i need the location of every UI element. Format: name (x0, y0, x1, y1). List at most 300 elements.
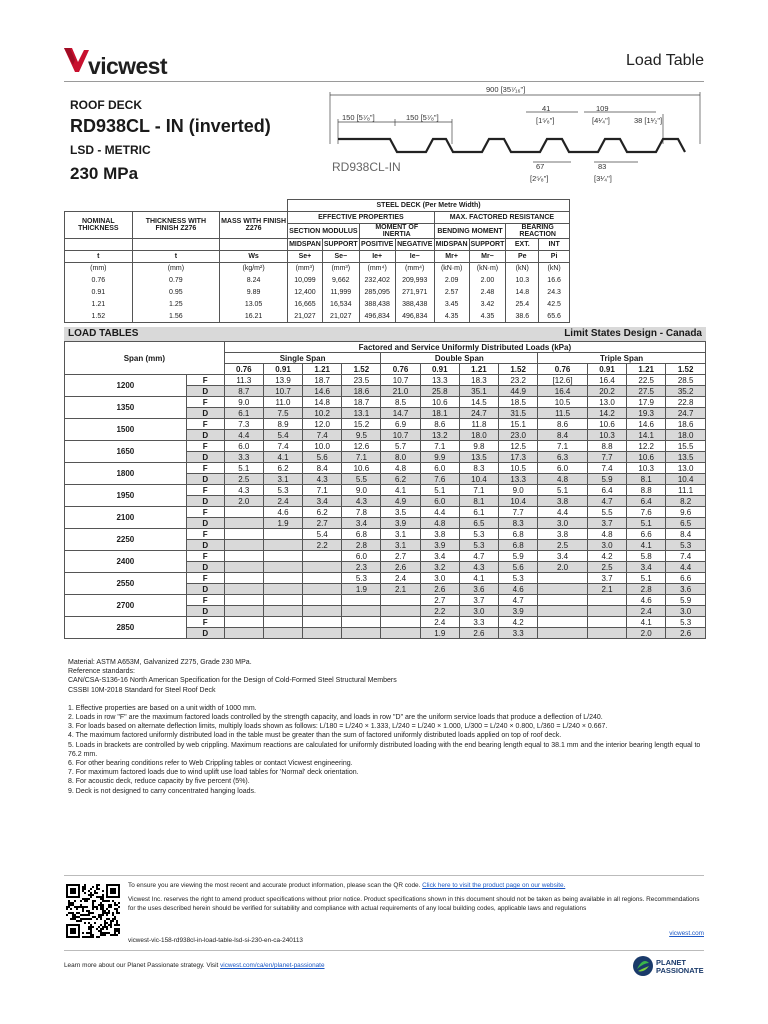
steel-body (65, 275, 570, 323)
steel-cell: 388,438 (359, 299, 395, 311)
steel-cell: 42.5 (539, 299, 570, 311)
load-cell: 7.1 (303, 485, 342, 496)
row-type-label: D (186, 562, 224, 573)
row-type-label: D (186, 628, 224, 639)
thickness-header: 1.21 (627, 364, 666, 375)
h-effective: EFFECTIVE PROPERTIES (288, 212, 435, 224)
load-cell: 35.1 (459, 386, 498, 397)
load-cell: 7.6 (627, 507, 666, 518)
load-cell: 4.8 (587, 529, 626, 540)
note-item: 4. The maximum factored uniformly distributed load in the table must be greater than the sum of factored uniformly distributed loads applied on top of roof deck. (68, 732, 562, 740)
planet-link[interactable]: vicwest.com/ca/en/planet-passionate (220, 962, 325, 969)
load-cell: 24.7 (666, 408, 706, 419)
load-cell: 9.6 (666, 507, 706, 518)
h-finish: THICKNESS WITH FINISH Z276 (132, 212, 219, 239)
load-cell: 3.9 (381, 518, 420, 529)
span-value: 2400 (65, 551, 187, 573)
load-tables-header (64, 327, 706, 341)
load-cell: 6.8 (499, 529, 538, 540)
steel-cell: 496,834 (395, 311, 434, 323)
steel-cell: 14.8 (506, 287, 539, 299)
load-cell: 8.6 (538, 419, 588, 430)
load-cell: 2.4 (263, 496, 302, 507)
load-cell: 2.4 (381, 573, 420, 584)
steel-cell: 12,400 (288, 287, 323, 299)
load-cell: 8.5 (381, 397, 420, 408)
row-type-label: F (186, 595, 224, 606)
dim-overall: 900 [35⁷⁄₁₆"] (486, 85, 526, 94)
load-cell: 15.1 (499, 419, 538, 430)
load-cell: 5.1 (627, 573, 666, 584)
load-cell (224, 595, 263, 606)
load-cell: 5.4 (303, 529, 342, 540)
load-cell: 3.9 (499, 606, 538, 617)
row-type-label: D (186, 386, 224, 397)
thickness-header: 0.76 (381, 364, 420, 375)
load-cell: 10.3 (627, 463, 666, 474)
load-cell: 4.6 (627, 595, 666, 606)
load-cell: 6.0 (342, 551, 381, 562)
load-cell (303, 584, 342, 595)
load-cell: 8.6 (420, 419, 459, 430)
steel-cell: 4.35 (469, 311, 506, 323)
load-cell: 2.0 (224, 496, 263, 507)
h-moment-inertia: MOMENT OF INERTIA (359, 224, 434, 239)
load-cell: 23.0 (499, 430, 538, 441)
load-cell: 3.4 (420, 551, 459, 562)
product-page-link[interactable]: Click here to visit the product page on our website. (422, 882, 566, 889)
steel-cell: 10.3 (506, 275, 539, 287)
load-cell: 11.1 (666, 485, 706, 496)
load-cell: 4.1 (459, 573, 498, 584)
load-cell: 12.2 (627, 441, 666, 452)
load-cell: 4.3 (303, 474, 342, 485)
dim-left2: 150 [5⁷⁄₈"] (406, 113, 439, 122)
load-cell: 10.6 (627, 452, 666, 463)
footer-rule (64, 875, 704, 876)
load-cell: 44.9 (499, 386, 538, 397)
load-cell: 3.1 (263, 474, 302, 485)
load-cell: 11.8 (459, 419, 498, 430)
steel-table-title: STEEL DECK (Per Metre Width) (288, 200, 570, 212)
note-item: 2. Loads in row "F" are the maximum factored loads controlled by the strength capacity, and loads in row "D" are the uniform service loads that produce a deflection of L/240. (68, 714, 603, 722)
h-bending-moment: BENDING MOMENT (434, 224, 506, 239)
row-type-label: F (186, 485, 224, 496)
load-cell: 3.8 (420, 529, 459, 540)
row-type-label: F (186, 463, 224, 474)
load-cell (263, 562, 302, 573)
load-cell: 5.7 (381, 441, 420, 452)
h-triple-span: Triple Span (538, 353, 706, 364)
dim-109-in: [4¹⁄₄"] (592, 116, 610, 125)
load-cell: 12.5 (499, 441, 538, 452)
ref-1: CAN/CSA-S136-16 North American Specification for the Design of Cold-Formed Steel Structural Members (68, 677, 397, 685)
load-cell: 3.7 (587, 518, 626, 529)
load-cell: 19.3 (627, 408, 666, 419)
steel-symbol: Ws (220, 251, 288, 263)
load-cell: 5.5 (342, 474, 381, 485)
load-cell: 7.7 (587, 452, 626, 463)
row-type-label: F (186, 529, 224, 540)
load-cell: 2.6 (459, 628, 498, 639)
load-cell: 5.3 (499, 573, 538, 584)
span-value: 1950 (65, 485, 187, 507)
load-cell: 4.1 (381, 485, 420, 496)
load-cell: 7.1 (342, 452, 381, 463)
steel-cell: 21,027 (322, 311, 359, 323)
h-loads: Factored and Service Uniformly Distributed Loads (kPa) (224, 342, 705, 353)
thickness-header: 0.76 (224, 364, 263, 375)
steel-unit: (mm⁴) (395, 263, 434, 275)
steel-cell: 1.25 (132, 299, 219, 311)
load-cell: 2.6 (420, 584, 459, 595)
load-cell: 2.3 (342, 562, 381, 573)
span-value: 2850 (65, 617, 187, 639)
load-cell: 2.7 (420, 595, 459, 606)
span-value: 2100 (65, 507, 187, 529)
span-value: 2250 (65, 529, 187, 551)
steel-cell: 0.91 (65, 287, 133, 299)
load-cell: 14.2 (587, 408, 626, 419)
steel-subheader: SUPPORT (469, 239, 506, 251)
steel-symbol: Mr+ (434, 251, 469, 263)
load-cell: 5.3 (459, 529, 498, 540)
load-cell (342, 617, 381, 628)
load-cell: 3.8 (538, 529, 588, 540)
load-cell (342, 628, 381, 639)
steel-cell: 3.42 (469, 299, 506, 311)
row-type-label: F (186, 441, 224, 452)
steel-cell: 16,665 (288, 299, 323, 311)
load-cell: 3.7 (459, 595, 498, 606)
load-cell: 1.9 (420, 628, 459, 639)
product-standard: LSD - METRIC (70, 143, 151, 157)
row-type-label: F (186, 573, 224, 584)
load-cell: 5.9 (666, 595, 706, 606)
steel-cell: 8.24 (220, 275, 288, 287)
h-bearing-reaction: BEARING REACTION (506, 224, 570, 239)
steel-cell: 13.05 (220, 299, 288, 311)
dim-41-in: [1⁵⁄₈"] (536, 116, 555, 125)
dim-67-in: [2⁵⁄₈"] (530, 174, 549, 183)
load-row-f (65, 375, 706, 386)
load-cell: 5.1 (420, 485, 459, 496)
load-cell (303, 606, 342, 617)
website-link[interactable]: vicwest.com (669, 930, 704, 937)
load-cell: 10.2 (303, 408, 342, 419)
load-cell: 3.0 (420, 573, 459, 584)
load-cell: 4.6 (499, 584, 538, 595)
load-cell: 6.2 (263, 463, 302, 474)
note-item: 9. Deck is not designed to carry concentrated hanging loads. (68, 787, 256, 795)
load-cell: 2.5 (538, 540, 588, 551)
load-cell: 11.0 (263, 397, 302, 408)
steel-cell: 16,534 (322, 299, 359, 311)
ref-title: Reference standards: (68, 668, 135, 676)
h-max-resistance: MAX. FACTORED RESISTANCE (434, 212, 569, 224)
row-type-label: F (186, 397, 224, 408)
steel-cell: 25.4 (506, 299, 539, 311)
dim-83: 83 (598, 162, 607, 171)
h-nominal: NOMINAL THICKNESS (65, 212, 133, 239)
load-cell: 5.1 (627, 518, 666, 529)
span-value: 1500 (65, 419, 187, 441)
load-cell: 10.3 (587, 430, 626, 441)
steel-unit: (mm⁴) (359, 263, 395, 275)
row-type-label: F (186, 507, 224, 518)
load-cell: 12.0 (303, 419, 342, 430)
load-cell: 3.0 (666, 606, 706, 617)
row-type-label: D (186, 540, 224, 551)
load-cell (381, 617, 420, 628)
load-row-f (65, 507, 706, 518)
load-cell: 4.4 (666, 562, 706, 573)
load-cell: 3.4 (303, 496, 342, 507)
load-cell (263, 529, 302, 540)
load-cell: 7.7 (499, 507, 538, 518)
planet-text: Learn more about our Planet Passionate strategy. Visit (64, 962, 219, 969)
load-cell: 5.6 (499, 562, 538, 573)
load-cell: 7.5 (263, 408, 302, 419)
load-cell (303, 573, 342, 584)
load-cell: 7.1 (420, 441, 459, 452)
load-cell: 4.7 (499, 595, 538, 606)
load-cell (303, 551, 342, 562)
load-cell: 4.7 (459, 551, 498, 562)
load-cell: 6.0 (420, 496, 459, 507)
load-cell: 13.0 (666, 463, 706, 474)
thickness-header: 1.52 (499, 364, 538, 375)
load-cell: 4.1 (263, 452, 302, 463)
steel-subheader: MIDSPAN (434, 239, 469, 251)
notes-list (68, 704, 708, 796)
h-mass: MASS WITH FINISH Z276 (220, 212, 288, 239)
steel-cell: 16.21 (220, 311, 288, 323)
load-cell: 13.1 (342, 408, 381, 419)
load-row-f (65, 595, 706, 606)
load-cell (538, 628, 588, 639)
steel-row (65, 287, 570, 299)
load-row-f (65, 551, 706, 562)
load-cell: 9.0 (224, 397, 263, 408)
load-cell (224, 518, 263, 529)
load-cell (303, 617, 342, 628)
load-cell: 10.7 (263, 386, 302, 397)
load-cell: 2.0 (627, 628, 666, 639)
load-cell: 35.2 (666, 386, 706, 397)
load-cell: 4.2 (587, 551, 626, 562)
load-cell: [12.6] (538, 375, 588, 386)
load-cell: 5.3 (666, 540, 706, 551)
span-value: 1650 (65, 441, 187, 463)
load-cell: 2.4 (627, 606, 666, 617)
load-cell: 5.3 (666, 617, 706, 628)
load-cell: 17.3 (499, 452, 538, 463)
load-cell: 17.9 (627, 397, 666, 408)
steel-row (65, 275, 570, 287)
load-cell: 18.6 (666, 419, 706, 430)
steel-cell: 9,662 (322, 275, 359, 287)
load-cell (538, 573, 588, 584)
leaf-icon (632, 955, 654, 977)
vicwest-v-icon (64, 46, 90, 72)
qr-code-icon[interactable] (66, 884, 120, 938)
load-cell: 10.6 (420, 397, 459, 408)
load-cell: 8.9 (263, 419, 302, 430)
load-cell: 3.9 (420, 540, 459, 551)
load-cell: 2.6 (381, 562, 420, 573)
span-value: 2550 (65, 573, 187, 595)
load-cell: 25.8 (420, 386, 459, 397)
load-cell: 2.7 (381, 551, 420, 562)
dim-38: 38 [1¹⁄₂"] (634, 116, 663, 125)
steel-row (65, 311, 570, 323)
load-cell: 3.2 (420, 562, 459, 573)
load-cell: 18.5 (499, 397, 538, 408)
load-cell: 10.0 (303, 441, 342, 452)
steel-unit: (mm) (132, 263, 219, 275)
load-cell: 22.5 (627, 375, 666, 386)
steel-symbol: Se+ (288, 251, 323, 263)
load-cell: 4.3 (224, 485, 263, 496)
steel-subheader: SUPPORT (322, 239, 359, 251)
thickness-header: 0.76 (538, 364, 588, 375)
load-cell: 4.3 (459, 562, 498, 573)
thickness-header: 1.21 (303, 364, 342, 375)
load-cell: 5.5 (587, 507, 626, 518)
load-cell: 3.0 (587, 540, 626, 551)
load-cell: 22.8 (666, 397, 706, 408)
steel-cell: 11,999 (322, 287, 359, 299)
load-cell: 2.7 (303, 518, 342, 529)
row-type-label: D (186, 518, 224, 529)
load-cell: 3.0 (538, 518, 588, 529)
load-row-f (65, 397, 706, 408)
brand-name: vicwest (88, 53, 167, 79)
dim-67: 67 (536, 162, 545, 171)
load-cell (263, 584, 302, 595)
load-cell: 5.1 (538, 485, 588, 496)
load-cell: 11.5 (538, 408, 588, 419)
load-cell: 1.9 (263, 518, 302, 529)
steel-cell: 496,834 (359, 311, 395, 323)
load-cell (263, 628, 302, 639)
load-cell: 6.2 (303, 507, 342, 518)
note-item: 5. Loads in brackets are controlled by web crippling. Maximum reactions are calculated for uniformly distributed loading with the end bearing length equal to 38.1 mm and the interior bearing length equal to 76.2 mm. (68, 741, 701, 758)
dim-left1: 150 [5⁷⁄₈"] (342, 113, 375, 122)
load-cell: 6.4 (627, 496, 666, 507)
load-cell: 8.1 (459, 496, 498, 507)
profile-name: RD938CL-IN (332, 160, 401, 174)
load-cell: 9.0 (499, 485, 538, 496)
doc-type: Load Table (626, 52, 704, 69)
load-cell: 13.3 (420, 375, 459, 386)
load-cell (342, 606, 381, 617)
steel-subheader: EXT. (506, 239, 539, 251)
load-cell: 2.4 (420, 617, 459, 628)
steel-subheader: POSITIVE (359, 239, 395, 251)
load-cell: 3.1 (381, 529, 420, 540)
load-cell (224, 617, 263, 628)
load-cell: 6.5 (459, 518, 498, 529)
load-cell (224, 584, 263, 595)
load-cell: 13.3 (499, 474, 538, 485)
planet-note (64, 962, 325, 969)
load-cell: 4.4 (224, 430, 263, 441)
load-cell: 23.5 (342, 375, 381, 386)
steel-cell: 209,993 (395, 275, 434, 287)
steel-cell: 232,402 (359, 275, 395, 287)
load-cell: 5.3 (342, 573, 381, 584)
load-cell: 3.3 (499, 628, 538, 639)
row-type-label: D (186, 496, 224, 507)
load-cell: 10.6 (587, 419, 626, 430)
load-cell: 6.3 (538, 452, 588, 463)
load-tables-subtitle: Limit States Design - Canada (564, 328, 702, 339)
row-type-label: D (186, 584, 224, 595)
load-cell: 3.6 (459, 584, 498, 595)
load-cell: 10.4 (666, 474, 706, 485)
load-cell: 2.1 (587, 584, 626, 595)
steel-cell: 1.52 (65, 311, 133, 323)
steel-cell: 10,099 (288, 275, 323, 287)
load-row-f (65, 573, 706, 584)
load-row-f (65, 463, 706, 474)
steel-cell: 0.95 (132, 287, 219, 299)
load-row-f (65, 617, 706, 628)
load-body (65, 375, 706, 639)
load-cell: 9.5 (342, 430, 381, 441)
note-item: 6. For other bearing conditions refer to Web Crippling tables or contact Vicwest engineering. (68, 760, 353, 768)
dim-41: 41 (542, 104, 551, 113)
steel-cell: 24.3 (539, 287, 570, 299)
load-cell: 20.2 (587, 386, 626, 397)
load-cell (342, 595, 381, 606)
steel-cell: 2.48 (469, 287, 506, 299)
steel-unit: (mm³) (288, 263, 323, 275)
load-cell: 7.1 (538, 441, 588, 452)
dim-109: 109 (596, 104, 609, 113)
steel-deck-table (64, 199, 570, 323)
load-cell (587, 617, 626, 628)
load-cell: 6.1 (224, 408, 263, 419)
load-cell: 18.6 (342, 386, 381, 397)
load-cell: 3.4 (342, 518, 381, 529)
load-cell: 6.6 (627, 529, 666, 540)
load-cell: 14.8 (303, 397, 342, 408)
steel-cell: 1.21 (65, 299, 133, 311)
disclaimer: Vicwest Inc. reserves the right to amend product specifications without prior notice. Product specifications shown in this document should not be taken as being available in all regions. Recommendations for the uses described herein should be verified for suitability and compliance with actual requirements of any local building codes, applicable laws and regulations (128, 896, 700, 912)
load-cell: 10.4 (459, 474, 498, 485)
load-cell: 2.6 (666, 628, 706, 639)
thickness-header: 1.52 (666, 364, 706, 375)
load-cell: 1.9 (342, 584, 381, 595)
load-cell: 18.1 (420, 408, 459, 419)
steel-cell: 2.00 (469, 275, 506, 287)
steel-symbol: Mr− (469, 251, 506, 263)
steel-cell: 9.89 (220, 287, 288, 299)
steel-unit-row (65, 263, 570, 275)
steel-cell: 65.6 (539, 311, 570, 323)
load-cell: 7.8 (342, 507, 381, 518)
load-cell: 4.8 (381, 463, 420, 474)
row-type-label: F (186, 617, 224, 628)
steel-symbol-row (65, 251, 570, 263)
load-cell: 13.5 (459, 452, 498, 463)
steel-cell: 0.79 (132, 275, 219, 287)
load-cell: 24.7 (459, 408, 498, 419)
load-cell: 2.8 (627, 584, 666, 595)
